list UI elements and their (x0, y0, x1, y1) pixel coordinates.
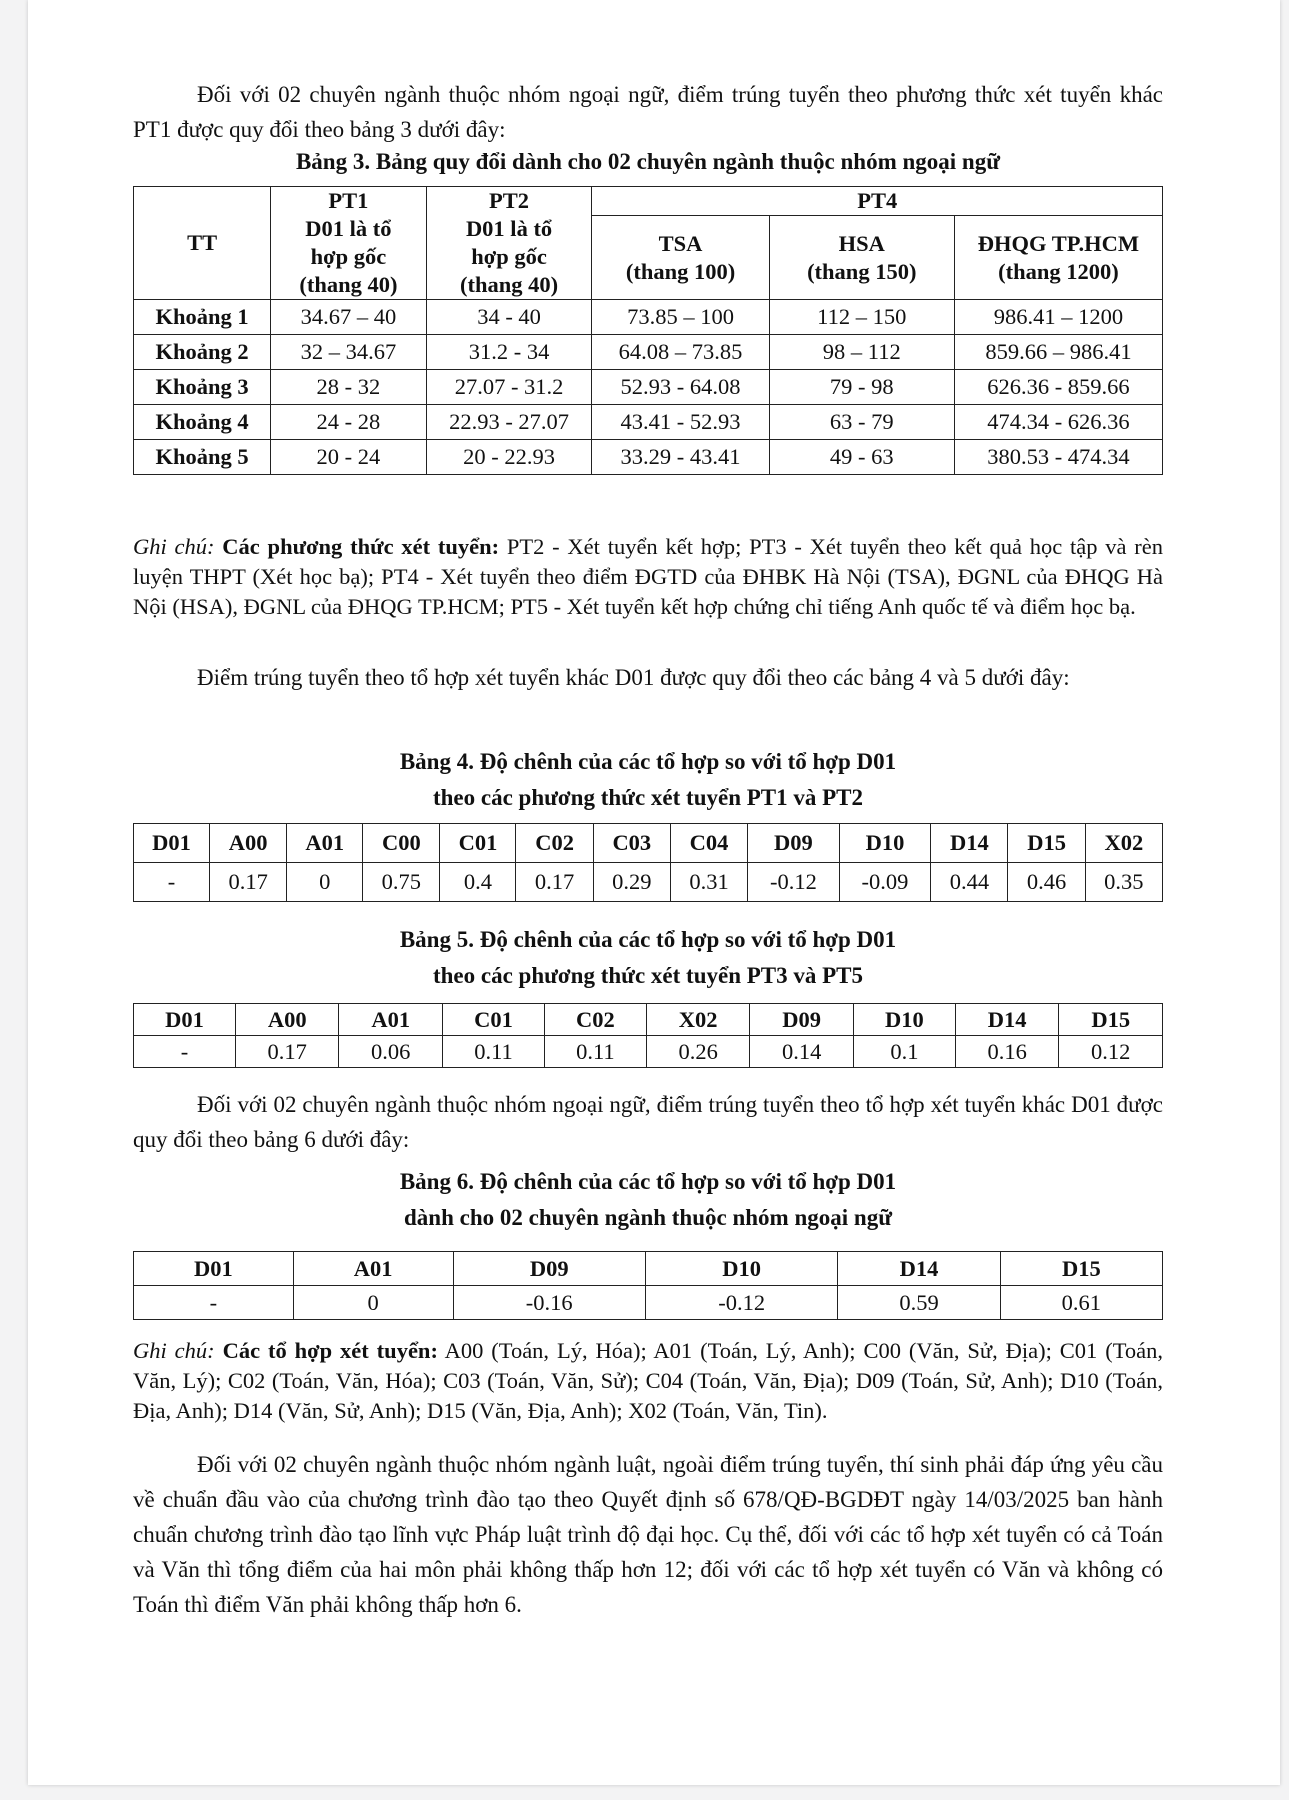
table-cell: 0.17 (235, 1036, 339, 1068)
table-cell: 0.59 (838, 1286, 1000, 1320)
table-cell: -0.12 (645, 1286, 837, 1320)
table-row (134, 335, 1163, 370)
table-cell: 0.14 (750, 1036, 854, 1068)
table-cell: 49 - 63 (769, 440, 954, 475)
table5-caption: Bảng 5. Độ chênh của các tổ hợp so với tổ hợp D01 theo các phương thức xét tuyển PT3 và PT5 (399, 927, 897, 988)
table-cell: 112 – 150 (769, 300, 954, 335)
table-cell: 0.61 (1000, 1286, 1162, 1320)
table-cell: 98 – 112 (769, 335, 954, 370)
table-row (134, 405, 1163, 440)
table-cell: 63 - 79 (769, 405, 954, 440)
table-cell: 0 (287, 863, 363, 902)
table-cell: 43.41 - 52.93 (592, 405, 769, 440)
table5-header: A00 (235, 1004, 339, 1036)
table4-header: C02 (516, 824, 593, 863)
table6-header: D14 (838, 1252, 1000, 1286)
table-cell: 474.34 - 626.36 (954, 405, 1162, 440)
table-cell: 0.35 (1085, 863, 1162, 902)
table3-row-label: Khoảng 4 (134, 405, 271, 440)
table3-row-label: Khoảng 1 (134, 300, 271, 335)
table3-header-tsa: TSA (thang 100) (592, 216, 769, 300)
table5-header: X02 (646, 1004, 750, 1036)
paragraph-intro-table3: Đối với 02 chuyên ngành thuộc nhóm ngoại ngữ, điểm trúng tuyển theo phương thức xét tuyển khác PT1 được quy đổi theo bảng 3 dưới đây: (133, 82, 1163, 142)
table-cell: 0.16 (955, 1036, 1059, 1068)
table-cell: 20 - 22.93 (426, 440, 592, 475)
table4-header: C01 (440, 824, 516, 863)
table6 (133, 1251, 1163, 1320)
table-cell: 0.11 (544, 1036, 646, 1068)
table5-header: D01 (134, 1004, 236, 1036)
table-cell: - (134, 1036, 236, 1068)
table-cell: 73.85 – 100 (592, 300, 769, 335)
table-cell: 626.36 - 859.66 (954, 370, 1162, 405)
table4-header: C03 (593, 824, 670, 863)
table4-header: D14 (931, 824, 1008, 863)
table-cell: 0.17 (210, 863, 287, 902)
table-cell: 0.12 (1059, 1036, 1163, 1068)
table-cell: 0.31 (670, 863, 747, 902)
table3-row-label: Khoảng 3 (134, 370, 271, 405)
table3-row-label: Khoảng 2 (134, 335, 271, 370)
paragraph-intro-table6: Đối với 02 chuyên ngành thuộc nhóm ngoại ngữ, điểm trúng tuyển theo tổ hợp xét tuyển khác D01 được quy đổi theo bảng 6 dưới đây: (133, 1092, 1163, 1152)
table4-header: D01 (134, 824, 210, 863)
table-row (134, 370, 1163, 405)
table-cell: 0.44 (931, 863, 1008, 902)
table-cell: 0.75 (363, 863, 440, 902)
table4-header: A01 (287, 824, 363, 863)
table-cell: 986.41 – 1200 (954, 300, 1162, 335)
note-combinations: Ghi chú: Các tổ hợp xét tuyển: A00 (Toán, Lý, Hóa); A01 (Toán, Lý, Anh); C00 (Văn, Sử, Địa); C01 (Toán, Văn, Lý); C02 (Toán, Văn, Hóa); C03 (Toán, Văn, Sử); C04 (Toán, Văn, Địa); D09 (Toán, Sử, Anh); D10 (Toán, Địa, Anh); D14 (Văn, Sử, Anh); D15 (Văn, Địa, Anh); X02 (Toán, Văn, Tin). (133, 1338, 1164, 1423)
table-cell: -0.16 (453, 1286, 645, 1320)
table5-header: C01 (443, 1004, 545, 1036)
table-cell: 27.07 - 31.2 (426, 370, 592, 405)
table4-header: D15 (1008, 824, 1085, 863)
table5 (133, 1003, 1163, 1068)
paragraph-intro-table45: Điểm trúng tuyển theo tổ hợp xét tuyển khác D01 được quy đổi theo các bảng 4 và 5 dưới đây: (197, 665, 1070, 690)
table-cell: 31.2 - 34 (426, 335, 592, 370)
table6-header: D01 (134, 1252, 294, 1286)
table3-header-dhqg-hcm: ĐHQG TP.HCM (thang 1200) (954, 216, 1162, 300)
table-row (134, 1036, 1163, 1068)
table-cell: 34.67 – 40 (271, 300, 426, 335)
table3-header-pt1: PT1 D01 là tổ hợp gốc (thang 40) (271, 187, 426, 300)
table-cell: - (134, 863, 210, 902)
table-cell: 0.11 (443, 1036, 545, 1068)
table6-caption: Bảng 6. Độ chênh của các tổ hợp so với tổ hợp D01 dành cho 02 chuyên ngành thuộc nhóm ngoại ngữ (399, 1169, 897, 1230)
table-cell: 0.26 (646, 1036, 750, 1068)
table-cell: 0.1 (853, 1036, 955, 1068)
table-row (134, 440, 1163, 475)
table6-header: D09 (453, 1252, 645, 1286)
table-cell: 28 - 32 (271, 370, 426, 405)
table-cell: 52.93 - 64.08 (592, 370, 769, 405)
table3-caption: Bảng 3. Bảng quy đổi dành cho 02 chuyên ngành thuộc nhóm ngoại ngữ (295, 149, 1001, 174)
paragraph-law-requirements: Đối với 02 chuyên ngành thuộc nhóm ngành luật, ngoài điểm trúng tuyển, thí sinh phải đáp ứng yêu cầu về chuẩn đầu vào của chương trình đào tạo theo Quyết định số 678/QĐ-BGDĐT ngày 14/03/2025 ban hành chuẩn chương trình đào tạo lĩnh vực Pháp luật trình độ đại học. Cụ thể, đối với các tổ hợp xét tuyển có cả Toán và Văn thì tổng điểm của hai môn phải không thấp hơn 12; đối với các tổ hợp xét tuyển có Văn và không có Toán thì điểm Văn phải không thấp hơn 6. (133, 1452, 1163, 1617)
table-cell: 34 - 40 (426, 300, 592, 335)
table4-header: C00 (363, 824, 440, 863)
table-header-row (134, 1004, 1163, 1036)
table4-header: X02 (1085, 824, 1162, 863)
table-cell: 24 - 28 (271, 405, 426, 440)
table3-header-pt4: PT4 (592, 187, 1163, 216)
table5-header: D15 (1059, 1004, 1163, 1036)
table6-header: D10 (645, 1252, 837, 1286)
table4 (133, 823, 1163, 902)
table-cell: 0 (293, 1286, 453, 1320)
table-cell: -0.12 (748, 863, 840, 902)
table3-header-pt2: PT2 D01 là tổ hợp gốc (thang 40) (426, 187, 592, 300)
note-methods: Ghi chú: Các phương thức xét tuyển: PT2 - Xét tuyển kết hợp; PT3 - Xét tuyển theo kết quả học tập và rèn luyện THPT (Xét học bạ); PT4 - Xét tuyển theo điểm ĐGTD của ĐHBK Hà Nội (TSA), ĐGNL của ĐHQG Hà Nội (HSA), ĐGNL của ĐHQG TP.HCM; PT5 - Xét tuyển kết hợp chứng chỉ tiếng Anh quốc tế và điểm học bạ. (133, 534, 1164, 619)
table6-header: D15 (1000, 1252, 1162, 1286)
table-cell: 0.29 (593, 863, 670, 902)
table-header-row (134, 824, 1163, 863)
table-cell: 32 – 34.67 (271, 335, 426, 370)
table5-header: A01 (339, 1004, 443, 1036)
table-header-row (134, 1252, 1163, 1286)
table3 (133, 186, 1163, 475)
table3-header-hsa: HSA (thang 150) (769, 216, 954, 300)
table-cell: 64.08 – 73.85 (592, 335, 769, 370)
table-cell: 859.66 – 986.41 (954, 335, 1162, 370)
table-cell: 22.93 - 27.07 (426, 405, 592, 440)
table-cell: 0.4 (440, 863, 516, 902)
table6-header: A01 (293, 1252, 453, 1286)
table-cell: 0.06 (339, 1036, 443, 1068)
table4-header: C04 (670, 824, 747, 863)
table-cell: 20 - 24 (271, 440, 426, 475)
table4-header: A00 (210, 824, 287, 863)
table-cell: 79 - 98 (769, 370, 954, 405)
table4-header: D09 (748, 824, 840, 863)
table-row (134, 1286, 1163, 1320)
table4-caption: Bảng 4. Độ chênh của các tổ hợp so với tổ hợp D01 theo các phương thức xét tuyển PT1 và PT2 (399, 749, 897, 810)
table-cell: 0.17 (516, 863, 593, 902)
table5-header: D14 (955, 1004, 1059, 1036)
table-cell: 380.53 - 474.34 (954, 440, 1162, 475)
table-cell: -0.09 (839, 863, 931, 902)
table4-header: D10 (839, 824, 931, 863)
table5-header: C02 (544, 1004, 646, 1036)
table-row (134, 300, 1163, 335)
table3-header-tt: TT (134, 187, 271, 300)
table5-header: D09 (750, 1004, 854, 1036)
table5-header: D10 (853, 1004, 955, 1036)
table-cell: 0.46 (1008, 863, 1085, 902)
table-cell: - (134, 1286, 294, 1320)
table-row (134, 863, 1163, 902)
table3-row-label: Khoảng 5 (134, 440, 271, 475)
table-cell: 33.29 - 43.41 (592, 440, 769, 475)
